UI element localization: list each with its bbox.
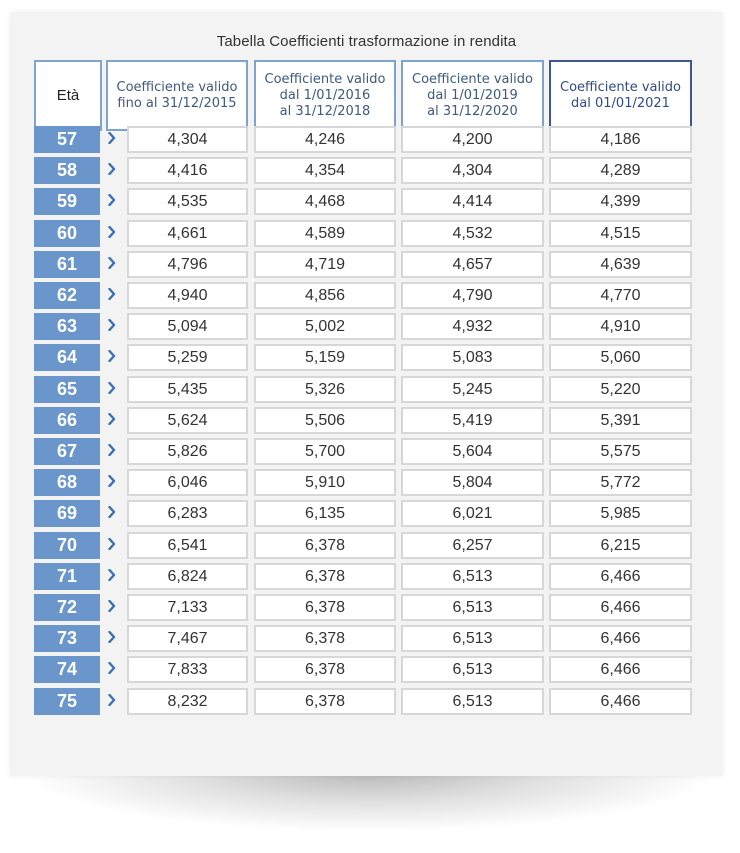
header-eta-label: Età xyxy=(56,86,80,104)
coefficient-cell: 7,133 xyxy=(127,594,248,621)
chevron-right-icon xyxy=(108,569,118,583)
coefficient-cell: 4,414 xyxy=(401,188,544,215)
table-row xyxy=(10,500,723,527)
coefficient-cell: 4,589 xyxy=(254,220,396,247)
table-row xyxy=(10,688,723,715)
coefficient-cell: 6,513 xyxy=(401,625,544,652)
header-col-2016-2018-label: Coefficiente valido dal 1/01/2016 al 31/12/2018 xyxy=(264,71,386,119)
table-row xyxy=(10,563,723,590)
coefficient-cell: 6,466 xyxy=(549,594,692,621)
age-cell: 68 xyxy=(34,469,100,496)
coefficient-cell: 5,772 xyxy=(549,469,692,496)
coefficient-cell: 6,378 xyxy=(254,532,396,559)
coefficient-cell: 4,940 xyxy=(127,282,248,309)
table-row xyxy=(10,625,723,652)
coefficient-cell: 6,135 xyxy=(254,500,396,527)
chevron-right-icon xyxy=(108,288,118,302)
header-col-until-2015-label: Coefficiente valido fino al 31/12/2015 xyxy=(116,79,238,111)
table-row xyxy=(10,594,723,621)
age-cell: 64 xyxy=(34,344,100,371)
coefficient-cell: 6,378 xyxy=(254,625,396,652)
age-cell: 63 xyxy=(34,313,100,340)
table-row xyxy=(10,469,723,496)
coefficient-cell: 5,220 xyxy=(549,376,692,403)
coefficient-cell: 5,604 xyxy=(401,438,544,465)
coefficient-cell: 6,378 xyxy=(254,594,396,621)
table-row xyxy=(10,438,723,465)
coefficient-cell: 4,657 xyxy=(401,251,544,278)
coefficient-cell: 5,326 xyxy=(254,376,396,403)
coefficient-cell: 4,770 xyxy=(549,282,692,309)
chevron-right-icon xyxy=(108,475,118,489)
table-title: Tabella Coefficienti trasformazione in rendita xyxy=(216,33,517,50)
age-cell: 61 xyxy=(34,251,100,278)
coefficient-cell: 6,046 xyxy=(127,469,248,496)
coefficient-cell: 4,399 xyxy=(549,188,692,215)
coefficient-table-card xyxy=(10,12,723,776)
table-row xyxy=(10,656,723,683)
coefficient-cell: 6,021 xyxy=(401,500,544,527)
coefficient-cell: 5,506 xyxy=(254,407,396,434)
header-eta xyxy=(34,60,102,131)
coefficient-cell: 8,232 xyxy=(127,688,248,715)
coefficient-cell: 4,796 xyxy=(127,251,248,278)
table-row xyxy=(10,313,723,340)
coefficient-cell: 7,833 xyxy=(127,656,248,683)
coefficient-cell: 5,826 xyxy=(127,438,248,465)
age-cell: 74 xyxy=(34,656,100,683)
chevron-right-icon xyxy=(108,444,118,458)
chevron-right-icon xyxy=(108,163,118,177)
coefficient-cell: 6,466 xyxy=(549,563,692,590)
coefficient-cell: 6,513 xyxy=(401,656,544,683)
table-row xyxy=(10,282,723,309)
coefficient-cell: 5,624 xyxy=(127,407,248,434)
header-col-2016-2018 xyxy=(254,60,396,131)
coefficient-cell: 6,541 xyxy=(127,532,248,559)
header-col-from-2021-label: Coefficiente valido dal 01/01/2021 xyxy=(560,79,681,111)
coefficient-cell: 5,159 xyxy=(254,344,396,371)
age-cell: 65 xyxy=(34,376,100,403)
coefficient-cell: 5,985 xyxy=(549,500,692,527)
coefficient-cell: 4,515 xyxy=(549,220,692,247)
header-col-until-2015 xyxy=(106,60,248,131)
coefficient-cell: 4,289 xyxy=(549,157,692,184)
header-col-2019-2020 xyxy=(401,60,544,131)
coefficient-cell: 5,910 xyxy=(254,469,396,496)
chevron-right-icon xyxy=(108,319,118,333)
chevron-right-icon xyxy=(108,350,118,364)
table-row xyxy=(10,376,723,403)
coefficient-cell: 6,378 xyxy=(254,563,396,590)
table-row xyxy=(10,251,723,278)
coefficient-cell: 4,910 xyxy=(549,313,692,340)
coefficient-cell: 6,215 xyxy=(549,532,692,559)
coefficient-cell: 4,354 xyxy=(254,157,396,184)
coefficient-cell: 4,856 xyxy=(254,282,396,309)
coefficient-cell: 5,419 xyxy=(401,407,544,434)
chevron-right-icon xyxy=(108,382,118,396)
age-cell: 66 xyxy=(34,407,100,434)
coefficient-cell: 5,060 xyxy=(549,344,692,371)
coefficient-cell: 5,002 xyxy=(254,313,396,340)
coefficient-cell: 5,259 xyxy=(127,344,248,371)
chevron-right-icon xyxy=(108,506,118,520)
coefficient-cell: 6,257 xyxy=(401,532,544,559)
table-row xyxy=(10,220,723,247)
age-cell: 62 xyxy=(34,282,100,309)
coefficient-cell: 6,466 xyxy=(549,625,692,652)
table-row xyxy=(10,188,723,215)
card-shadow xyxy=(20,772,720,832)
coefficient-cell: 6,378 xyxy=(254,656,396,683)
header-col-from-2021 xyxy=(549,60,692,131)
coefficient-cell: 4,535 xyxy=(127,188,248,215)
coefficient-cell: 5,391 xyxy=(549,407,692,434)
age-cell: 57 xyxy=(34,126,100,153)
coefficient-cell: 4,661 xyxy=(127,220,248,247)
table-row xyxy=(10,407,723,434)
coefficient-cell: 4,719 xyxy=(254,251,396,278)
coefficient-cell: 5,804 xyxy=(401,469,544,496)
coefficient-cell: 4,416 xyxy=(127,157,248,184)
coefficient-cell: 4,186 xyxy=(549,126,692,153)
age-cell: 72 xyxy=(34,594,100,621)
coefficient-cell: 6,378 xyxy=(254,688,396,715)
coefficient-cell: 6,466 xyxy=(549,656,692,683)
age-cell: 60 xyxy=(34,220,100,247)
table-row xyxy=(10,344,723,371)
chevron-right-icon xyxy=(108,226,118,240)
coefficient-cell: 6,283 xyxy=(127,500,248,527)
age-cell: 69 xyxy=(34,500,100,527)
coefficient-cell: 5,094 xyxy=(127,313,248,340)
chevron-right-icon xyxy=(108,662,118,676)
coefficient-cell: 5,083 xyxy=(401,344,544,371)
coefficient-cell: 5,700 xyxy=(254,438,396,465)
chevron-right-icon xyxy=(108,413,118,427)
age-cell: 59 xyxy=(34,188,100,215)
age-cell: 71 xyxy=(34,563,100,590)
coefficient-cell: 5,245 xyxy=(401,376,544,403)
coefficient-cell: 4,468 xyxy=(254,188,396,215)
coefficient-cell: 4,790 xyxy=(401,282,544,309)
coefficient-cell: 4,304 xyxy=(401,157,544,184)
coefficient-cell: 5,435 xyxy=(127,376,248,403)
coefficient-cell: 6,513 xyxy=(401,563,544,590)
table-row xyxy=(10,126,723,153)
age-cell: 70 xyxy=(34,532,100,559)
coefficient-cell: 4,304 xyxy=(127,126,248,153)
table-row xyxy=(10,157,723,184)
coefficient-cell: 7,467 xyxy=(127,625,248,652)
coefficient-cell: 6,466 xyxy=(549,688,692,715)
coefficient-cell: 6,513 xyxy=(401,594,544,621)
coefficient-cell: 4,200 xyxy=(401,126,544,153)
chevron-right-icon xyxy=(108,631,118,645)
chevron-right-icon xyxy=(108,194,118,208)
age-cell: 73 xyxy=(34,625,100,652)
header-col-2019-2020-label: Coefficiente valido dal 1/01/2019 al 31/12/2020 xyxy=(412,71,533,119)
chevron-right-icon xyxy=(108,257,118,271)
age-cell: 75 xyxy=(34,688,100,715)
table-row xyxy=(10,532,723,559)
chevron-right-icon xyxy=(108,694,118,708)
age-cell: 58 xyxy=(34,157,100,184)
coefficient-cell: 4,246 xyxy=(254,126,396,153)
coefficient-cell: 6,824 xyxy=(127,563,248,590)
chevron-right-icon xyxy=(108,132,118,146)
coefficient-cell: 4,639 xyxy=(549,251,692,278)
coefficient-cell: 4,532 xyxy=(401,220,544,247)
chevron-right-icon xyxy=(108,538,118,552)
coefficient-cell: 5,575 xyxy=(549,438,692,465)
coefficient-cell: 4,932 xyxy=(401,313,544,340)
chevron-right-icon xyxy=(108,600,118,614)
age-cell: 67 xyxy=(34,438,100,465)
coefficient-cell: 6,513 xyxy=(401,688,544,715)
